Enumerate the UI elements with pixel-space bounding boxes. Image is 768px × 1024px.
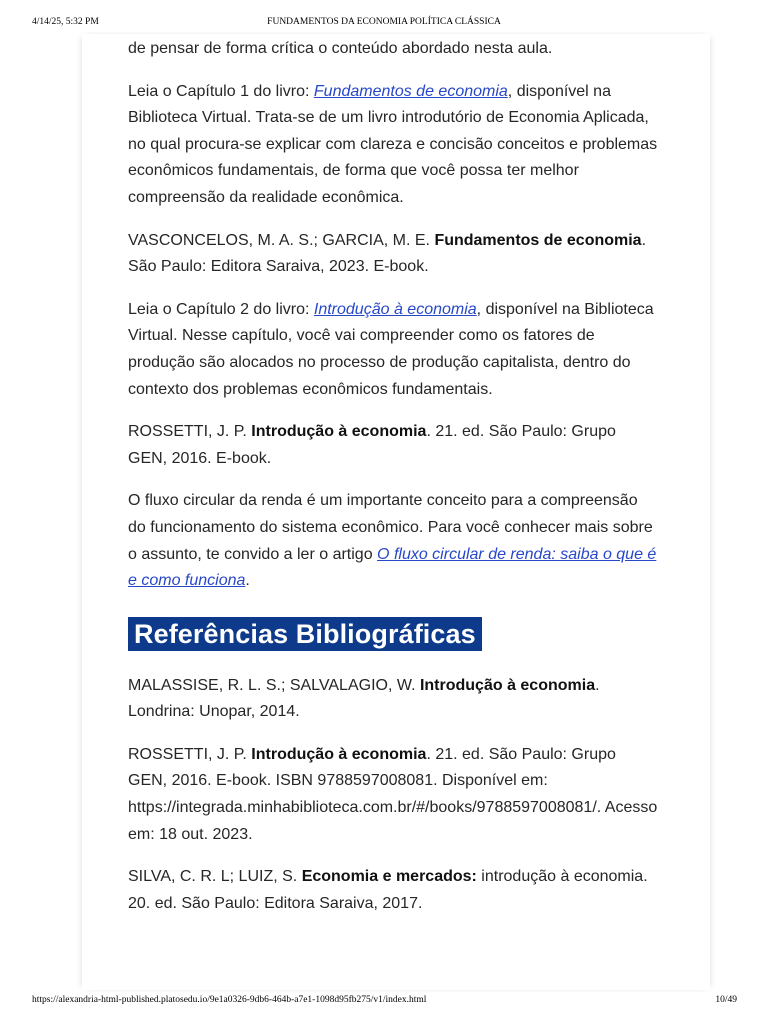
paragraph-text: , disponível na Biblioteca Virtual. Trata-se de um livro introdutório de Economia Aplicada, no qual procura-se explicar com clareza e concisão conceitos e problemas econômicos fundamentais, de forma que você possa ter melhor compreensão da realidade econômica. bbox=[128, 82, 658, 206]
reference-details: . 21. ed. São Paulo: Grupo GEN, 2016. E-book. ISBN 9788597008081. Disponível em: https://integrada.minhabiblioteca.com.br/#/books/9788597008081/. Acesso em: 18 out. 2023. bbox=[128, 745, 658, 843]
reference-authors: VASCONCELOS, M. A. S.; GARCIA, M. E. bbox=[128, 231, 435, 249]
reference-title: Introdução à economia bbox=[251, 745, 427, 763]
reference-authors: SILVA, C. R. L; LUIZ, S. bbox=[128, 868, 302, 886]
print-date: 4/14/25, 5:32 PM bbox=[32, 17, 99, 27]
reference-title: Fundamentos de economia bbox=[434, 231, 642, 249]
reference-silva bbox=[128, 864, 658, 917]
paragraph-text: Leia o Capítulo 1 do livro: bbox=[128, 82, 314, 100]
reference-details: introdução à economia. 20. ed. São Paulo: Editora Saraiva, 2017. bbox=[128, 868, 648, 912]
print-header bbox=[0, 17, 768, 31]
print-url: https://alexandria-html-published.platosedu.io/9e1a0326-9db6-464b-a7e1-1098d95fb275/v1/index.html bbox=[32, 995, 427, 1005]
reference-title: Economia e mercados: bbox=[301, 868, 477, 886]
reference-details: . São Paulo: Editora Saraiva, 2023. E-book. bbox=[128, 231, 647, 276]
reference-details: . 21. ed. São Paulo: Grupo GEN, 2016. E-book. bbox=[128, 423, 616, 467]
reference-authors: ROSSETTI, J. P. bbox=[128, 423, 252, 441]
paragraph-chapter-1 bbox=[128, 79, 658, 212]
reference-title: Introdução à economia bbox=[251, 423, 427, 441]
print-footer bbox=[0, 995, 768, 1009]
reference-rossetti bbox=[128, 419, 658, 472]
lesson-content bbox=[128, 36, 658, 933]
reference-details: . Londrina: Unopar, 2014. bbox=[128, 676, 600, 721]
paragraph-text: O fluxo circular da renda é um importante conceito para a compreensão do funcionamento do sistema econômico. Para você conhecer mais sobre o assunto, te convido a ler o artigo bbox=[128, 492, 653, 563]
reference-authors: MALASSISE, R. L. S.; SALVALAGIO, W. bbox=[128, 676, 420, 694]
link-introducao-a-economia[interactable]: Introdução à economia bbox=[313, 300, 477, 318]
reference-vasconcelos bbox=[128, 228, 658, 281]
print-title: FUNDAMENTOS DA ECONOMIA POLÍTICA CLÁSSICA bbox=[267, 17, 501, 27]
paragraph-chapter-2 bbox=[128, 297, 658, 403]
paragraph-text: Leia o Capítulo 2 do livro: bbox=[128, 300, 314, 318]
reference-rossetti-full bbox=[128, 742, 658, 848]
paragraph-text: . bbox=[245, 572, 250, 590]
reference-title: Introdução à economia bbox=[419, 676, 596, 694]
paragraph-fluxo-circular bbox=[128, 488, 658, 594]
references-heading-wrap bbox=[128, 617, 658, 651]
references-heading: Referências Bibliográficas bbox=[128, 617, 482, 651]
reference-authors: ROSSETTI, J. P. bbox=[128, 745, 252, 763]
paragraph-intro-tail: de pensar de forma crítica o conteúdo abordado nesta aula. bbox=[128, 40, 553, 57]
link-fundamentos-de-economia[interactable]: Fundamentos de economia bbox=[313, 82, 508, 100]
link-fluxo-circular-artigo[interactable]: O fluxo circular de renda: saiba o que é e como funciona bbox=[128, 545, 657, 590]
reference-malassise bbox=[128, 673, 658, 726]
page-number: 10/49 bbox=[715, 995, 737, 1005]
paragraph-text: , disponível na Biblioteca Virtual. Nesse capítulo, você vai compreender como os fatores de produção são alocados no processo de produção capitalista, dentro do contexto dos problemas econômicos fundamentais. bbox=[128, 300, 654, 398]
